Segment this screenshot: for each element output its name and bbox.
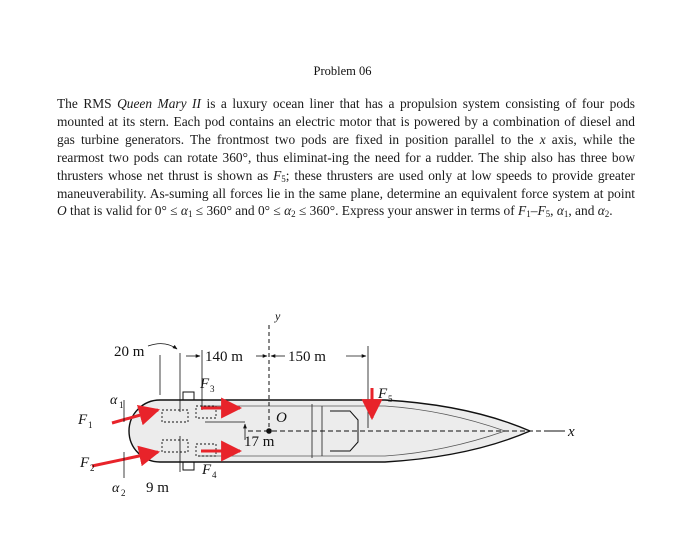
force-f5-label: F <box>378 386 388 402</box>
funnel-left <box>183 392 194 400</box>
force-f1-sub: 1 <box>88 420 93 430</box>
alpha-1-var: α <box>180 203 188 219</box>
dim-150m-label: 150 m <box>288 349 326 365</box>
force-f1-label: F <box>78 412 88 428</box>
force-f3-sub: 3 <box>210 384 215 394</box>
text-p5: that is valid for 0° ≤ <box>66 203 181 219</box>
x-axis-label: x <box>568 424 575 440</box>
force-f5-sub: 5 <box>388 394 393 404</box>
f-range-end-sub: 5 <box>545 209 551 220</box>
alpha-1-answer: α <box>556 203 564 219</box>
text-p2: is a luxury ocean liner that has a propulsion system consisting of four pods mounted at its stern. Each pod contains an electric motor that is powered by a combination of diesel and gas turbine generators. The frontmost two pods are fixed in position parallel to the <box>57 96 635 147</box>
force-f2-label: F <box>80 455 90 471</box>
text-p3: axis, while the rearmost two pods can rotate 360°, thus eliminat-ing the need for a rudder. The ship also has three bow thrusters whose net thrust is shown as <box>57 131 636 183</box>
force-f2-sub: 2 <box>90 463 95 473</box>
x-axis-var: x <box>539 131 546 147</box>
alpha-2-answer: α <box>597 203 605 219</box>
point-o-label: O <box>276 410 287 426</box>
alpha2-label: α <box>112 481 120 496</box>
y-axis-label: y <box>275 309 281 323</box>
alpha-2-sub: 2 <box>291 209 296 220</box>
force-f4-label: F <box>202 462 212 478</box>
alpha1-label: α <box>110 393 118 408</box>
force-f4-sub: 4 <box>212 470 217 480</box>
text-p11: . <box>609 203 613 219</box>
point-o-dot <box>266 428 272 434</box>
dim-20m-arrow <box>148 344 177 349</box>
dim-140m-label: 140 m <box>205 349 243 365</box>
funnel-right <box>183 462 194 470</box>
force-f3-label: F <box>200 376 210 392</box>
dim-9m-label: 9 m <box>146 480 169 496</box>
text-p6: ≤ 360° and 0° ≤ <box>192 203 285 219</box>
f-range-start: F <box>518 203 527 219</box>
text-p1: The RMS <box>57 96 118 111</box>
text-p9: , <box>550 203 557 219</box>
point-o: O <box>57 203 67 219</box>
text-p10: , and <box>568 203 598 219</box>
dim-17m-label: 17 m <box>244 434 275 450</box>
ship-name: Queen Mary II <box>117 96 201 111</box>
alpha-1-sub: 1 <box>187 209 193 220</box>
text-p4: ; these thrusters are used only at low speeds to provide greater maneuverability. As-suming all forces lie in the same plane, determine an equivalent force system at point <box>57 167 635 201</box>
f5-var: F <box>273 167 282 183</box>
alpha-2-answer-sub: 2 <box>604 209 610 220</box>
alpha2-sub: 2 <box>121 488 126 498</box>
f5-sub: 5 <box>281 173 286 184</box>
problem-title: Problem 06 <box>313 64 372 78</box>
f-range-end: F <box>537 203 546 219</box>
dim-20m-label: 20 m <box>114 344 145 360</box>
alpha1-sub: 1 <box>119 400 124 410</box>
f-range-start-sub: 1 <box>526 209 531 220</box>
alpha-2-var: α <box>284 203 292 219</box>
text-p8: – <box>530 203 538 219</box>
text-p7: ≤ 360°. Express your answer in terms of <box>295 203 519 219</box>
alpha-1-answer-sub: 1 <box>563 209 569 220</box>
